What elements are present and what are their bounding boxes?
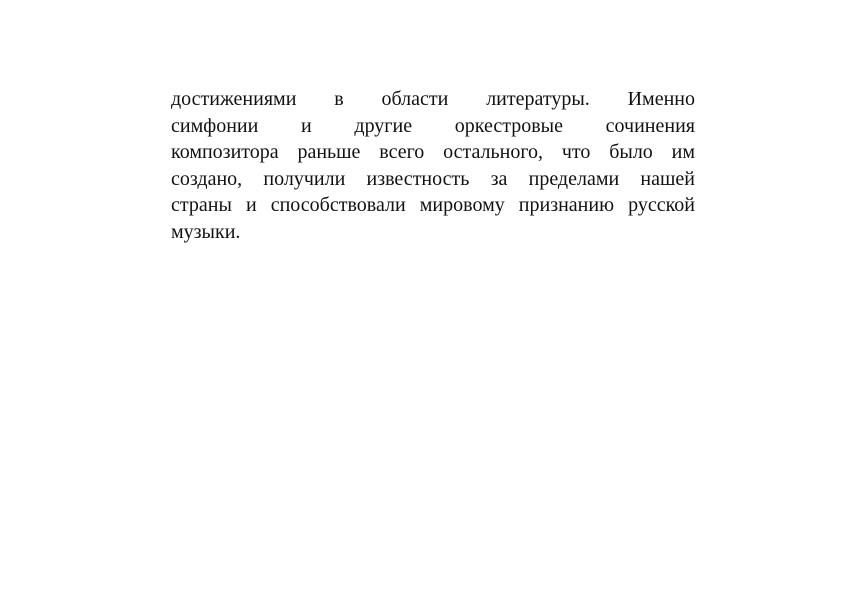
paragraph-line: достижениями в области литературы. Именно xyxy=(171,88,695,110)
paragraph-line: страны и способствовали мировому признанию русской xyxy=(171,194,695,216)
paragraph-line: композитора раньше всего остального, что было им xyxy=(171,141,695,163)
paragraph-line: создано, получили известность за пределами нашей xyxy=(171,167,695,190)
paragraph-line: симфонии и другие оркестровые сочинения xyxy=(171,114,695,137)
body-paragraph xyxy=(171,86,695,245)
paragraph-line: музыки. xyxy=(171,220,241,243)
